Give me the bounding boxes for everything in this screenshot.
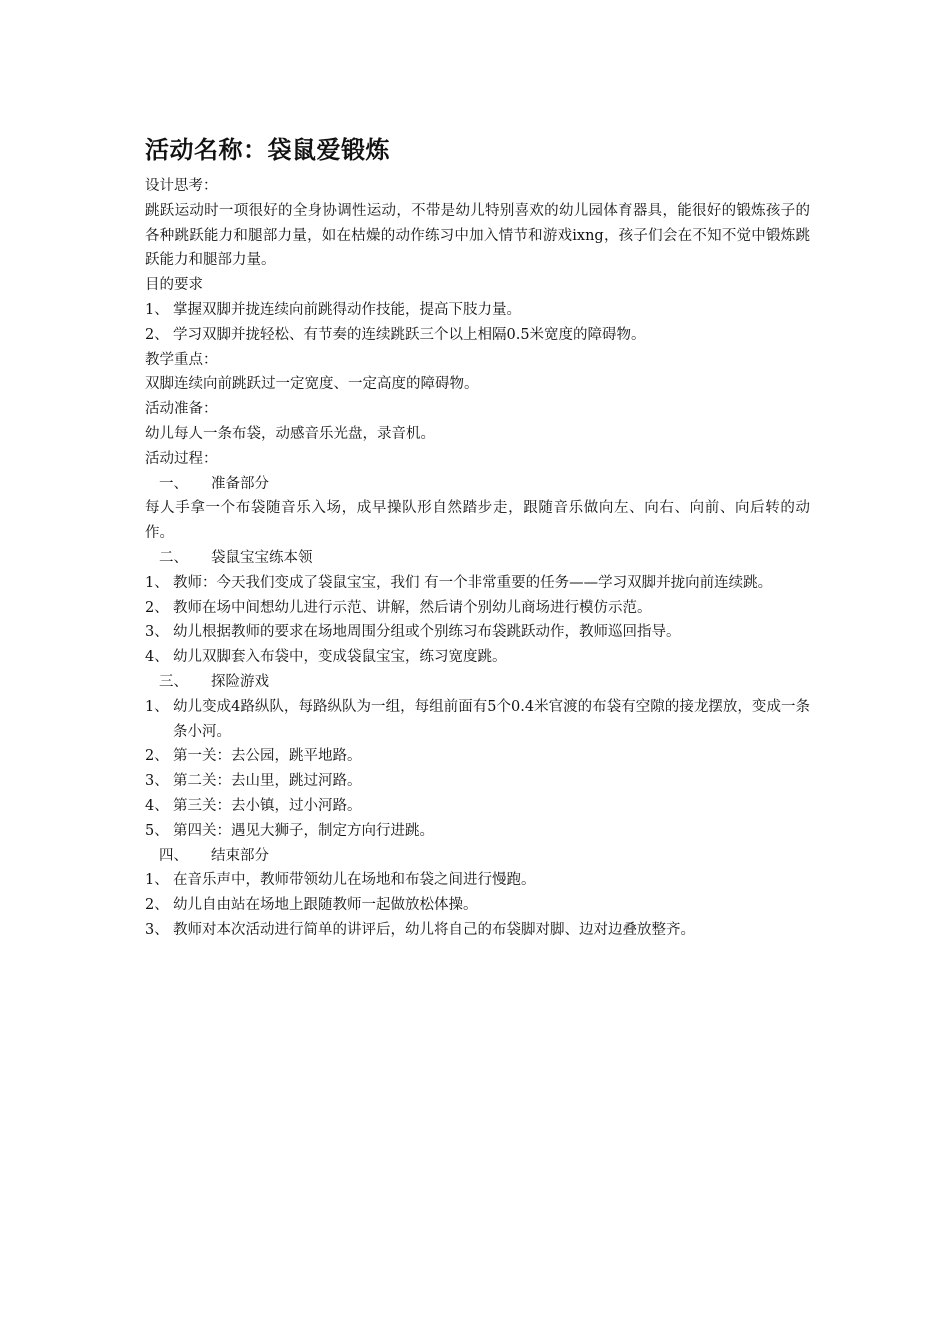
goals-heading: 目的要求 <box>145 277 203 294</box>
page-title: 活动名称：袋鼠爱锻炼 <box>145 136 390 164</box>
goal-item <box>145 298 810 323</box>
goal-text: 学习双脚并拢轻松、有节奏的连续跳跃三个以上相隔0.5米宽度的障碍物。 <box>173 326 646 343</box>
section-paragraph: 每人手拿一个布袋随音乐入场，成早操队形自然踏步走，跟随音乐做向左、向右、向前、向后转的动作。 <box>145 500 810 542</box>
list-item <box>145 695 810 745</box>
section-heading <box>145 472 810 497</box>
process-heading: 活动过程： <box>145 450 218 467</box>
goal-number: 1、 <box>145 301 169 318</box>
list-item <box>145 819 810 844</box>
section-heading <box>145 546 810 571</box>
list-item-number: 2、 <box>145 748 169 765</box>
section-label: 袋鼠宝宝练本领 <box>211 549 313 566</box>
list-item-text: 第三关：去小镇，过小河路。 <box>173 797 362 814</box>
list-item-text: 第四关：遇见大狮子，制定方向行进跳。 <box>173 822 434 839</box>
document-page <box>145 132 810 943</box>
list-item <box>145 620 810 645</box>
section-label: 结束部分 <box>211 847 269 864</box>
list-item <box>145 769 810 794</box>
list-item <box>145 918 810 943</box>
goal-item <box>145 323 810 348</box>
section-label: 准备部分 <box>211 475 269 492</box>
list-item-number: 1、 <box>145 574 169 591</box>
list-item-number: 5、 <box>145 822 169 839</box>
list-item-text: 教师对本次活动进行简单的讲评后，幼儿将自己的布袋脚对脚、边对边叠放整齐。 <box>173 921 695 938</box>
goal-text: 掌握双脚并拢连续向前跳得动作技能，提高下肢力量。 <box>173 301 521 318</box>
list-item-number: 2、 <box>145 897 169 914</box>
focus-paragraph: 双脚连续向前跳跃过一定宽度、一定高度的障碍物。 <box>145 376 479 393</box>
list-item-number: 3、 <box>145 921 169 938</box>
list-item-number: 4、 <box>145 649 169 666</box>
list-item-number: 4、 <box>145 797 169 814</box>
section-label: 探险游戏 <box>211 673 269 690</box>
list-item <box>145 893 810 918</box>
list-item-text: 教师在场中间想幼儿进行示范、讲解，然后请个别幼儿商场进行模仿示范。 <box>173 599 652 616</box>
list-item-number: 3、 <box>145 624 169 641</box>
list-item <box>145 596 810 621</box>
design-heading: 设计思考： <box>145 178 218 194</box>
list-item-text: 在音乐声中，教师带领幼儿在场地和布袋之间进行慢跑。 <box>173 872 536 889</box>
list-item <box>145 571 810 596</box>
section-number: 四、 <box>159 847 188 864</box>
prep-heading: 活动准备： <box>145 401 218 418</box>
list-item-number: 1、 <box>145 872 169 889</box>
list-item-number: 2、 <box>145 599 169 616</box>
list-item-number: 3、 <box>145 773 169 790</box>
list-item-text: 幼儿自由站在场地上跟随教师一起做放松体操。 <box>173 897 478 914</box>
list-item <box>145 645 810 670</box>
section-heading <box>145 670 810 695</box>
list-item-text: 第一关：去公园，跳平地路。 <box>173 748 362 765</box>
section-number: 一、 <box>159 475 188 492</box>
section-heading <box>145 844 810 869</box>
list-item <box>145 744 810 769</box>
section-number: 二、 <box>159 549 188 566</box>
goal-number: 2、 <box>145 326 169 343</box>
list-item-text: 幼儿双脚套入布袋中，变成袋鼠宝宝，练习宽度跳。 <box>173 649 507 666</box>
design-paragraph: 跳跃运动时一项很好的全身协调性运动，不带是幼儿特别喜欢的幼儿园体育器具，能很好的锻炼孩子的各种跳跃能力和腿部力量，如在枯燥的动作练习中加入情节和游戏ixng，孩子们会在不知不觉中锻炼跳跃能力和腿部力量。 <box>145 202 810 269</box>
list-item-text: 第二关：去山里，跳过河路。 <box>173 773 362 790</box>
section-number: 三、 <box>159 673 188 690</box>
list-item <box>145 868 810 893</box>
list-item-number: 1、 <box>145 698 169 715</box>
list-item <box>145 794 810 819</box>
focus-heading: 教学重点： <box>145 351 218 368</box>
list-item-text: 幼儿变成4路纵队，每路纵队为一组，每组前面有5个0.4米官渡的布袋有空隙的接龙摆放，变成一条条小河。 <box>173 698 810 740</box>
prep-paragraph: 幼儿每人一条布袋，动感音乐光盘，录音机。 <box>145 425 435 442</box>
list-item-text: 幼儿根据教师的要求在场地周围分组或个别练习布袋跳跃动作，教师巡回指导。 <box>173 624 681 641</box>
list-item-text: 教师：今天我们变成了袋鼠宝宝，我们 有一个非常重要的任务——学习双脚并拢向前连续跳。 <box>173 574 773 591</box>
